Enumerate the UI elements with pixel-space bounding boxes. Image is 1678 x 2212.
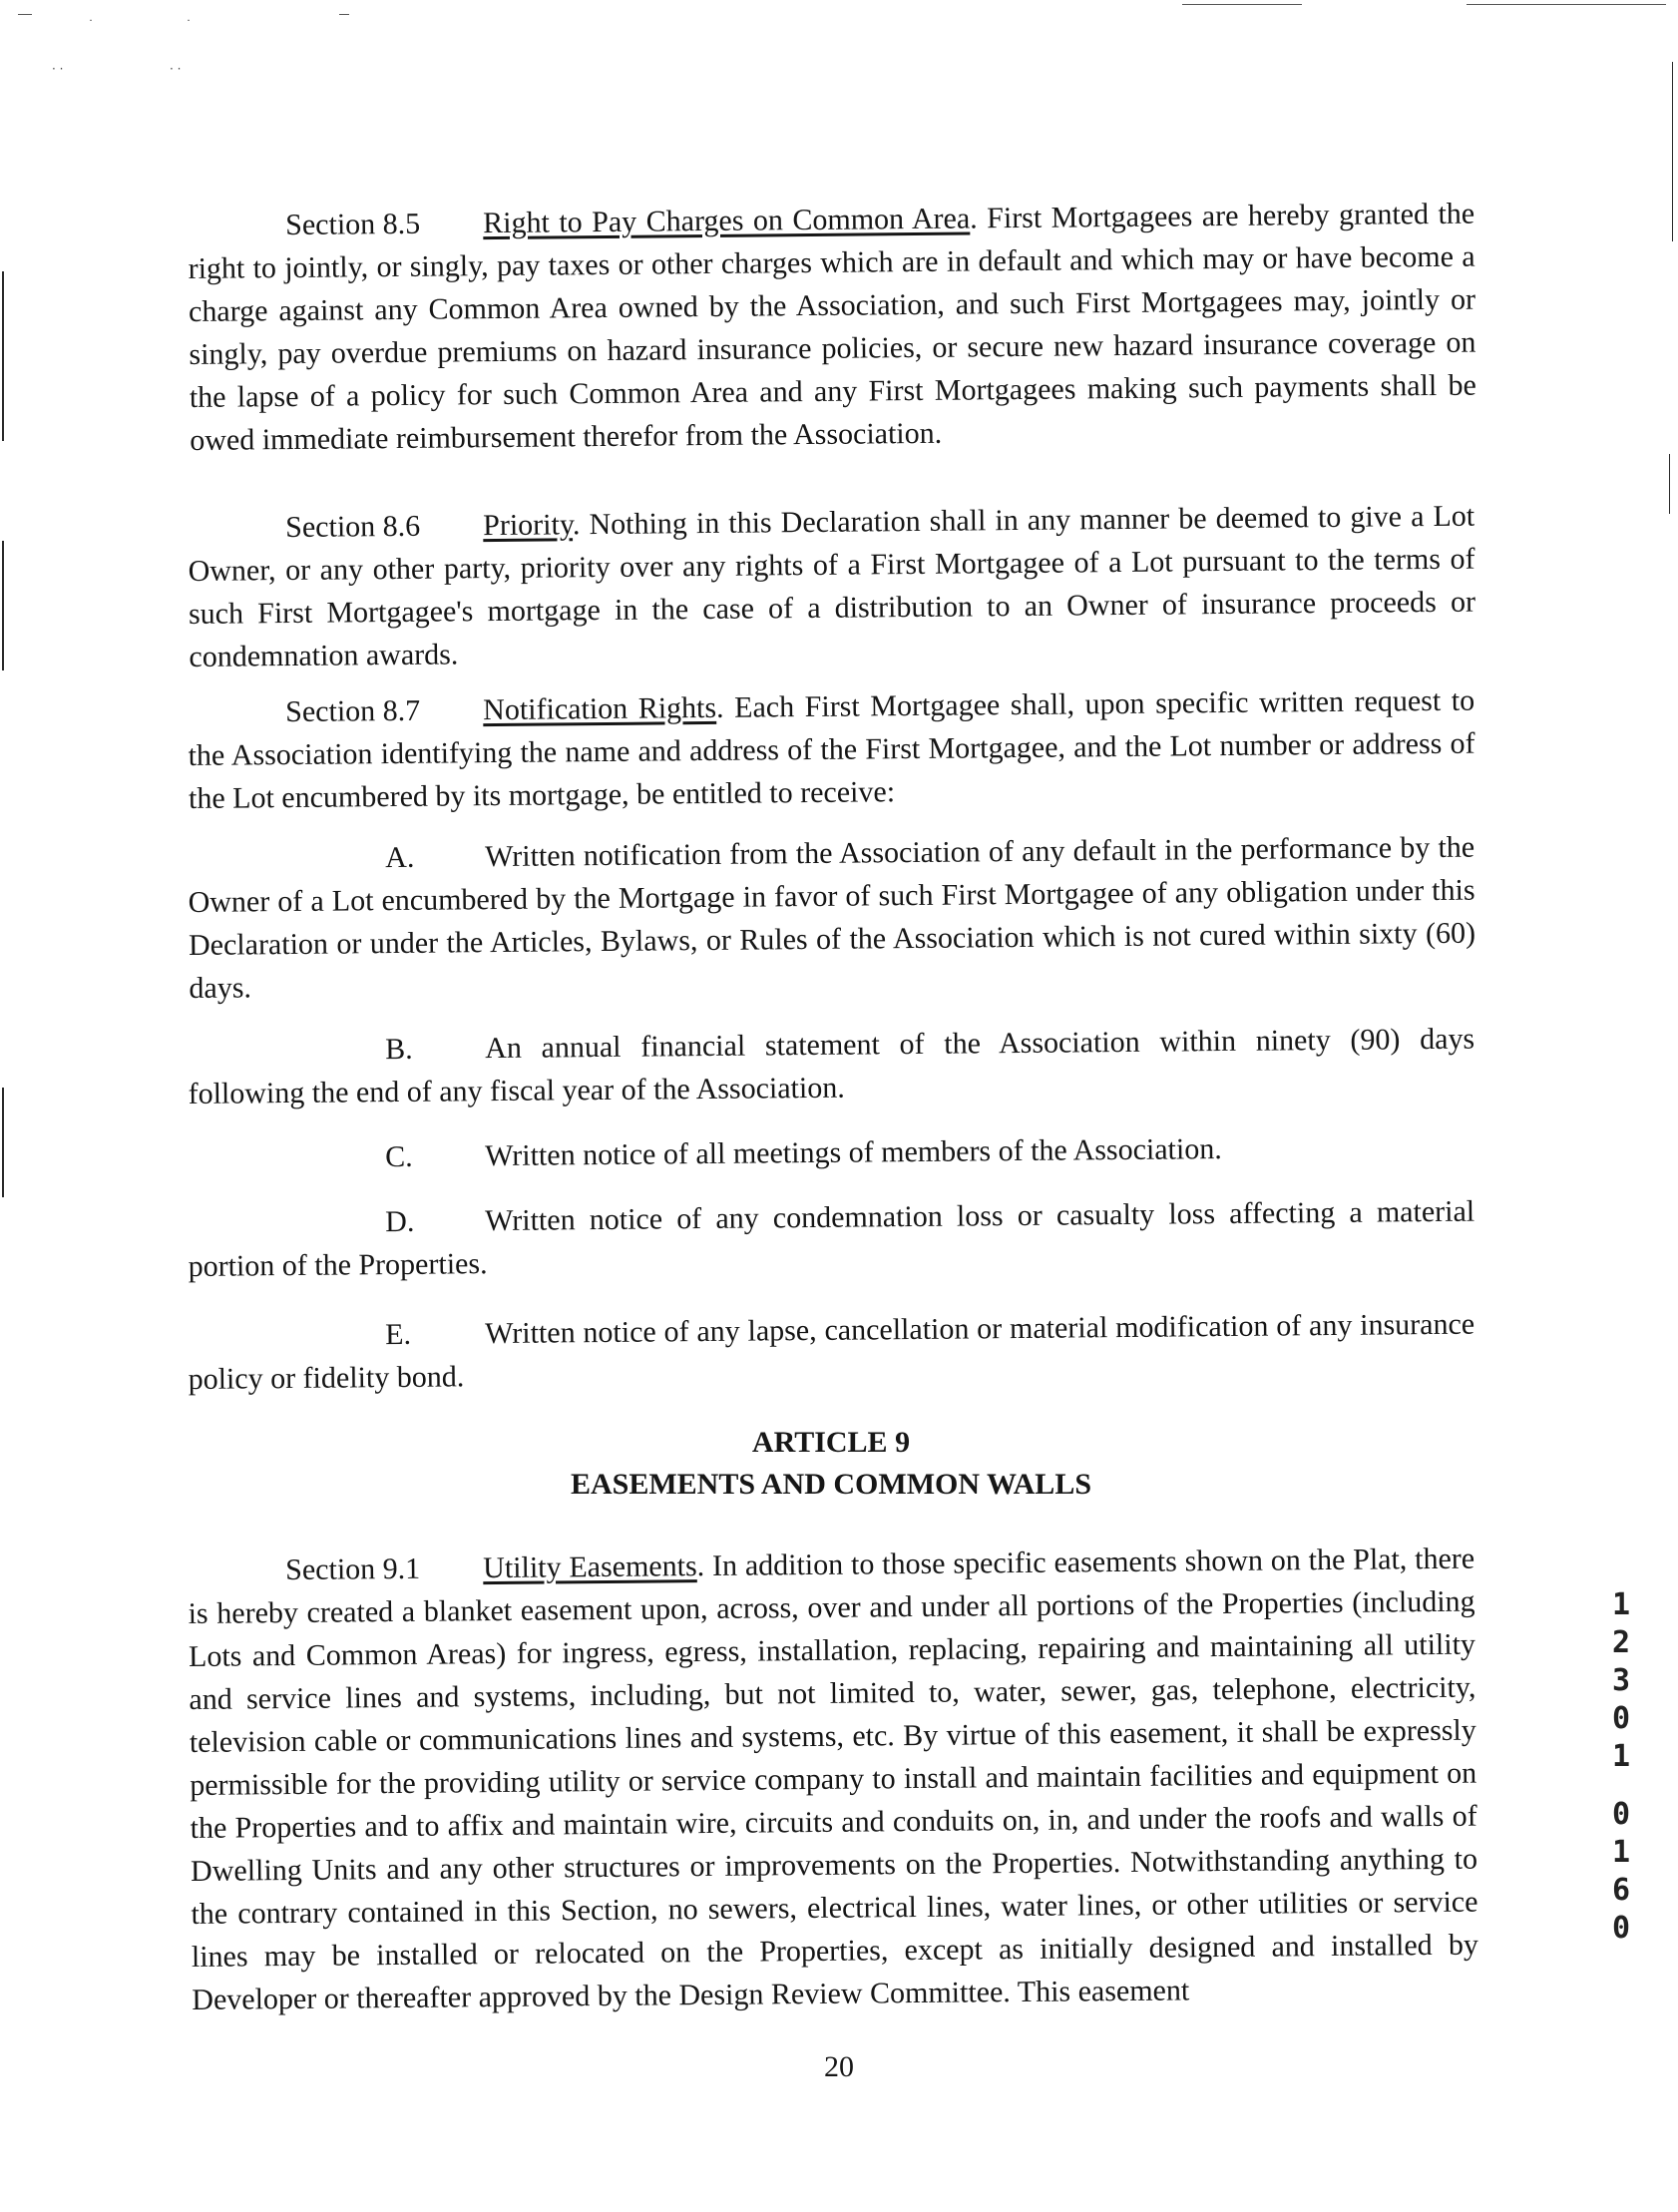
list-item — [188, 1018, 1475, 1115]
section-body: . In addition to those specific easements shown on the Plat, there is hereby created a blanket easement upon, across, over and under all portions of the Properties (including Lots and Common Areas) for ingress, egress, installation, replacing, repairing and maintaining all utility and service lines and systems, including, but not limited to, water, sewer, gas, telephone, electricity, television cable or communications lines and systems, etc. By virtue of this easement, it shall be expressly permissible for the providing utility or service company to install and maintain facilities and equipment on the Properties and to affix and maintain wire, circuits and conduits on, in, and under the roofs and walls of Dwelling Units and any other structures or improvements on the Properties. Notwithstanding anything to the contrary contained in this Section, no sewers, electrical lines, water lines, or other utilities or service lines may be installed or relocated on the Properties, except as initially designed and installed by Developer or thereafter approved by the Design Review Committee. This easement — [188, 1542, 1479, 2016]
scan-mark: ˙ — [88, 18, 94, 32]
subitem-a — [188, 826, 1476, 1010]
margin-stamp — [1606, 1586, 1636, 1776]
list-item — [188, 1303, 1475, 1401]
section-body: . First Mortgagees are hereby granted the right to jointly, or singly, pay taxes or other charges which are in default and which may or have become a charge against any Common Area owned by the Association, and such First Mortgagees may, jointly or singly, pay overdue premiums on hazard insurance policies, or secure new hazard insurance coverage on the lapse of a policy for such Common Area and any First Mortgagees making such payments shall be owed immediate reimbursement therefor from the Association. — [188, 197, 1476, 457]
section-9-1 — [188, 1538, 1478, 2021]
item-text: Written notice of any condemnation loss or casualty loss affecting a material portion of the Properties. — [188, 1194, 1475, 1283]
section-number: Section 8.5 — [285, 207, 421, 242]
section-body: . Nothing in this Declaration shall in any manner be deemed to give a Lot Owner, or any other party, priority over any rights of a First Mortgagee of a Lot pursuant to the terms of such First Mortgagee's mortgage in the case of a distribution to an Owner of insurance proceeds or condemnation awards. — [188, 499, 1476, 673]
scan-mark: · · — [170, 62, 182, 76]
margin-bar — [2, 541, 4, 670]
section-number: Section 8.7 — [285, 693, 421, 729]
stamp-digit: 0 — [1611, 1701, 1631, 1736]
paragraph — [188, 679, 1475, 820]
section-body: . Each First Mortgagee shall, upon specific written request to the Association identifying the name and address of the First Mortgagee, and the Lot number or address of the Lot encumbered by its mortgage, be entitled to receive: — [188, 683, 1475, 815]
subitem-c — [188, 1125, 1474, 1180]
stamp-digit: 2 — [1611, 1625, 1631, 1660]
list-item — [188, 1190, 1475, 1288]
page-number: 20 — [824, 2050, 854, 2083]
list-item — [188, 826, 1476, 1010]
scan-speck — [1467, 4, 1666, 5]
stamp-digit: 1 — [1611, 1587, 1631, 1622]
item-letter: D. — [385, 1204, 415, 1239]
scan-speck — [1182, 4, 1302, 5]
scan-speck — [18, 14, 32, 15]
item-text: Written notification from the Association of any default in the performance by the Owner of a Lot encumbered by the Mortgage in favor of such First Mortgagee of any obligation under this Declaration or under the Articles, Bylaws, or Rules of the Association which is not cured within sixty (60) days. — [188, 830, 1476, 1005]
scan-speck — [339, 14, 349, 15]
paragraph — [188, 495, 1476, 678]
list-item — [188, 1125, 1474, 1180]
section-title: Notification Rights — [483, 690, 717, 727]
margin-bar — [1669, 454, 1670, 514]
article-heading — [188, 1422, 1474, 1506]
item-text: An annual financial statement of the Association within ninety (90) days following the end of any fiscal year of the Association. — [188, 1022, 1475, 1110]
margin-stamp — [1606, 1796, 1636, 1948]
item-letter: C. — [385, 1139, 413, 1174]
paragraph — [188, 193, 1476, 462]
section-8-6 — [188, 495, 1476, 678]
margin-bar — [2, 1088, 4, 1197]
section-number: Section 9.1 — [285, 1551, 421, 1587]
subitem-e — [188, 1303, 1475, 1401]
stamp-digit: 6 — [1611, 1873, 1631, 1908]
item-letter: E. — [385, 1317, 412, 1352]
stamp-digit: 3 — [1611, 1663, 1631, 1698]
margin-bar — [2, 271, 4, 441]
item-letter: A. — [385, 840, 415, 875]
item-letter: B. — [385, 1032, 413, 1067]
article-number: ARTICLE 9 — [751, 1426, 911, 1459]
stamp-digit: 0 — [1611, 1911, 1631, 1946]
section-number: Section 8.6 — [285, 509, 421, 545]
item-text: Written notice of any lapse, cancellation or material modification of any insurance policy or fidelity bond. — [188, 1307, 1475, 1396]
stamp-digit: 1 — [1611, 1835, 1631, 1870]
scan-mark: ˙ — [186, 18, 192, 32]
scan-mark: · · — [52, 62, 64, 76]
stamp-digit: 1 — [1611, 1739, 1631, 1774]
section-8-7 — [188, 679, 1475, 820]
section-title: Utility Easements — [483, 1549, 697, 1585]
subitem-d — [188, 1190, 1475, 1288]
stamp-digit: 0 — [1611, 1797, 1631, 1832]
section-title: Right to Pay Charges on Common Area — [483, 202, 971, 240]
subitem-b — [188, 1018, 1475, 1115]
margin-bar — [1672, 62, 1673, 241]
section-title: Priority — [483, 508, 574, 543]
article-title: EASEMENTS AND COMMON WALLS — [570, 1468, 1092, 1501]
paragraph — [188, 1538, 1478, 2021]
item-text: Written notice of all meetings of members of the Association. — [485, 1132, 1222, 1173]
section-8-5 — [188, 193, 1476, 462]
